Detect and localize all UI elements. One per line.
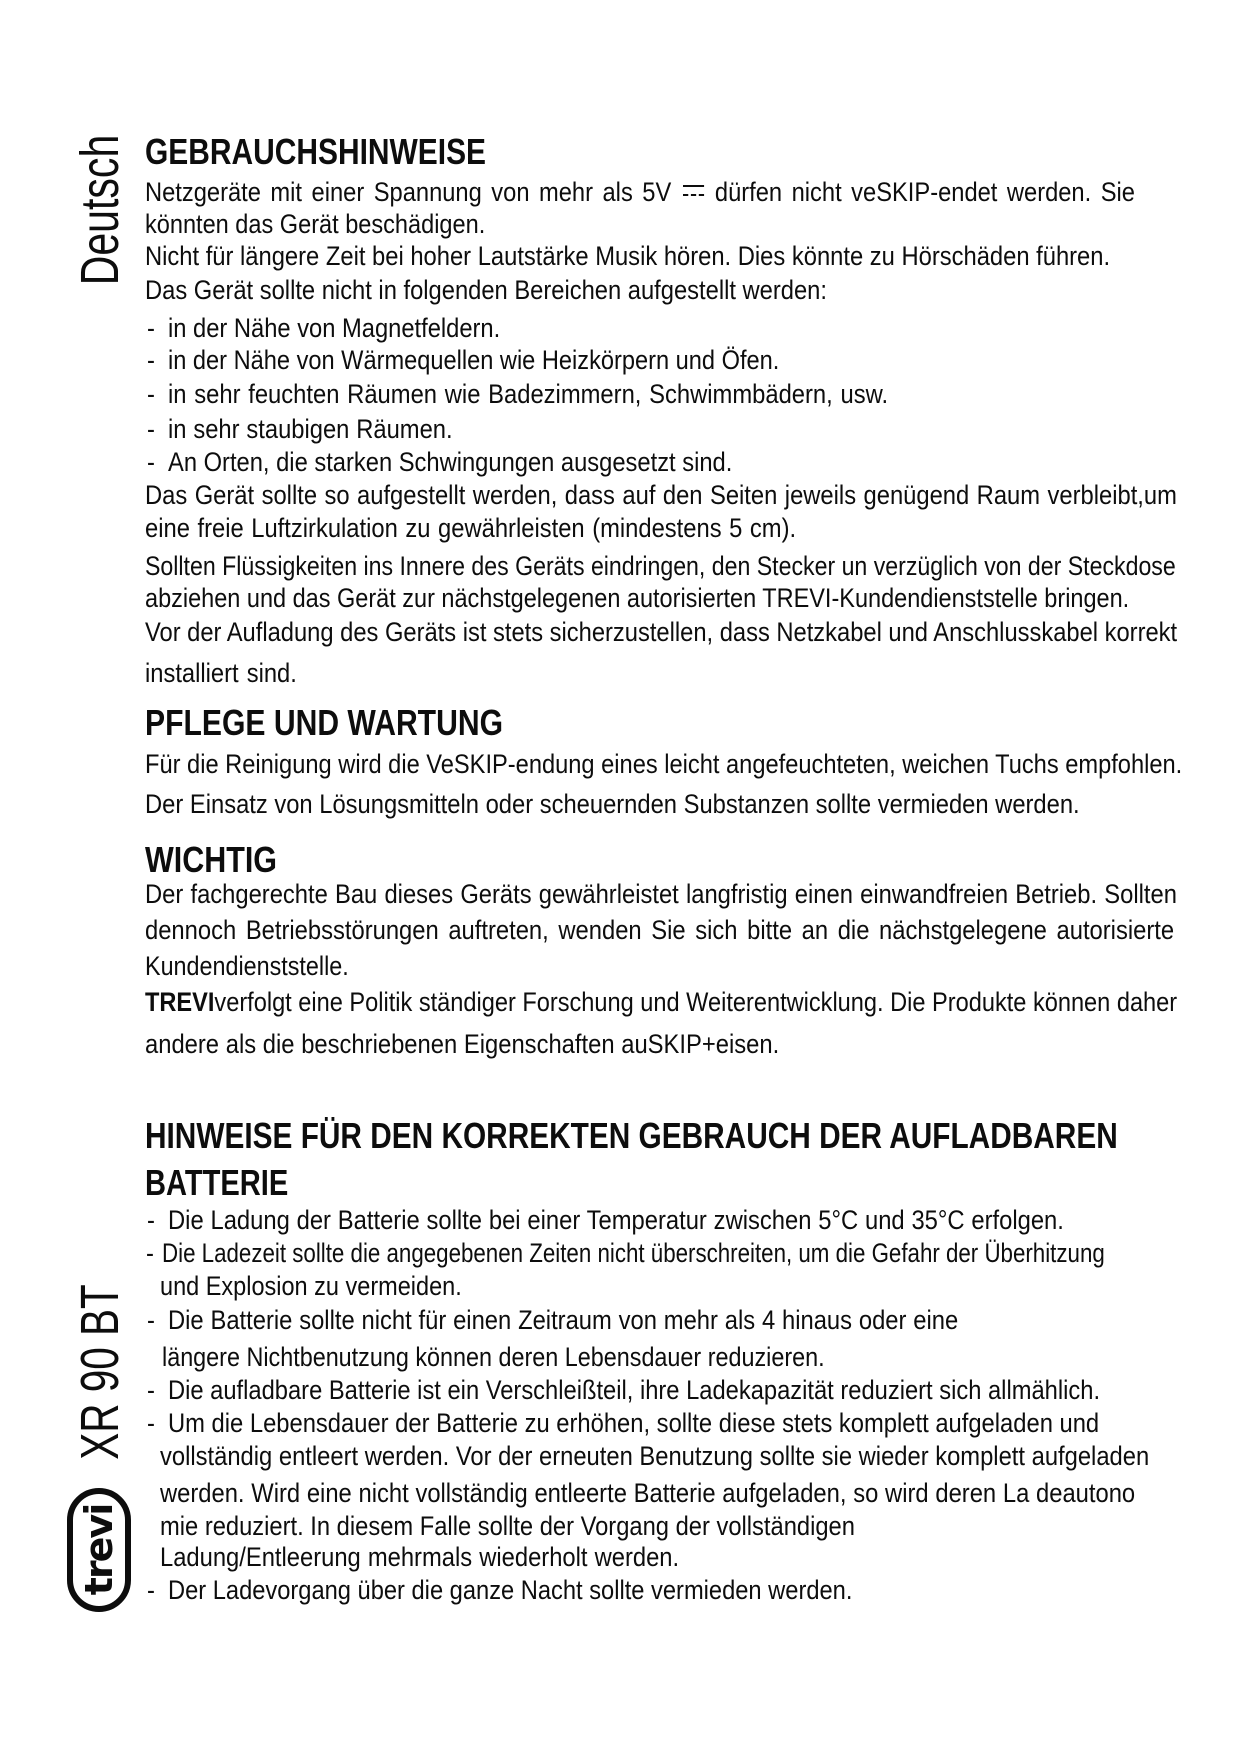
bullet-dash: - [147, 1305, 155, 1335]
text-line: abziehen und das Gerät zur nächstgelegenen autorisierten TREVI-Kundendienststelle bringen. [145, 583, 1130, 613]
bullet-text: in der Nähe von Wärmequellen wie Heizkörpern und Öfen. [168, 345, 780, 375]
section-title-care: PFLEGE UND WARTUNG [145, 702, 503, 743]
text-line: Sollten Flüssigkeiten ins Innere des Geräts eindringen, den Stecker un verzüglich von der Steckdose [145, 551, 1176, 581]
bullet-text: An Orten, die starken Schwingungen ausgesetzt sind. [168, 447, 733, 477]
bullet-text: Die Ladung der Batterie sollte bei einer Temperatur zwischen 5°C und 35°C erfolgen. [168, 1205, 1064, 1235]
bullet-dash: - [147, 1575, 155, 1605]
text-line [145, 986, 1177, 1018]
section-title-usage: GEBRAUCHSHINWEISE [145, 131, 487, 172]
bullet-dash: - [147, 379, 155, 409]
bullet-text: Die Batterie sollte nicht für einen Zeitraum von mehr als 4 hinaus oder eine [168, 1305, 959, 1335]
bullet-text: werden. Wird eine nicht vollständig entleerte Batterie aufgeladen, so wird deren La deautono [160, 1478, 1136, 1508]
section-title-important: WICHTIG [145, 839, 277, 880]
text-segment: verfolgt eine Politik ständiger Forschung und Weiterentwicklung. Die Produkte können daher [214, 987, 1178, 1017]
text-line: Für die Reinigung wird die VeSKIP-endung eines leicht angefeuchteten, weichen Tuchs empfohlen. [145, 749, 1183, 779]
bullet-text: in sehr feuchten Räumen wie Badezimmern, Schwimmbädern, usw. [168, 379, 889, 409]
text-line: installiert sind. [145, 658, 297, 688]
text-line: andere als die beschriebenen Eigenschaften auSKIP+eisen. [145, 1029, 780, 1059]
text-line: Kundendienststelle. [145, 951, 349, 981]
text-segment: Netzgeräte mit einer Spannung von mehr als 5V [145, 177, 672, 207]
bullet-text: Die aufladbare Batterie ist ein Verschleißteil, ihre Ladekapazität reduziert sich allmählich. [168, 1375, 1101, 1405]
text-segment: dürfen nicht veSKIP-endet werden. Sie [714, 177, 1135, 207]
bullet-dash: - [147, 1375, 155, 1405]
text-line: Der fachgerechte Bau dieses Geräts gewährleistet langfristig einen einwandfreien Betrieb. Sollten [145, 879, 1177, 909]
text-line [145, 176, 1135, 208]
text-line: Das Gerät sollte nicht in folgenden Bereichen aufgestellt werden: [145, 275, 827, 305]
bullet-dash: - [147, 447, 155, 477]
text-line: dennoch Betriebsstörungen auftreten, wenden Sie sich bitte an die nächstgelegene autorisierte [145, 915, 1175, 945]
model-label: XR 90 BT [70, 1284, 130, 1460]
text-line: Das Gerät sollte so aufgestellt werden, dass auf den Seiten jeweils genügend Raum verbleibt,um [145, 480, 1177, 510]
bullet-dash: - [146, 1238, 154, 1268]
bullet-text: und Explosion zu vermeiden. [160, 1271, 462, 1301]
bullet-text: Die Ladezeit sollte die angegebenen Zeiten nicht überschreiten, um die Gefahr der Überhitzung [162, 1238, 1105, 1268]
bullet-dash: - [147, 345, 155, 375]
bullet-text: in sehr staubigen Räumen. [168, 414, 453, 444]
bullet-dash: - [147, 1408, 155, 1438]
bullet-text: Ladung/Entleerung mehrmals wiederholt werden. [160, 1542, 680, 1572]
text-line: Der Einsatz von Lösungsmitteln oder scheuernden Substanzen sollte vermieden werden. [145, 789, 1080, 819]
trevi-logo [67, 1488, 131, 1612]
bullet-text: Der Ladevorgang über die ganze Nacht sollte vermieden werden. [168, 1575, 853, 1605]
text-line: könnten das Gerät beschädigen. [145, 209, 486, 239]
brand-name: TREVI [145, 987, 215, 1017]
section-title-battery: HINWEISE FÜR DEN KORREKTEN GEBRAUCH DER AUFLADBAREN [145, 1115, 1118, 1156]
bullet-text: mie reduziert. In diesem Falle sollte der Vorgang der vollständigen [160, 1511, 855, 1541]
bullet-text: Um die Lebensdauer der Batterie zu erhöhen, sollte diese stets komplett aufgeladen und [168, 1408, 1100, 1438]
bullet-text: längere Nichtbenutzung können deren Lebensdauer reduzieren. [162, 1342, 825, 1372]
bullet-dash: - [147, 414, 155, 444]
language-label: Deutsch [70, 134, 130, 286]
text-line: Nicht für längere Zeit bei hoher Lautstärke Musik hören. Dies könnte zu Hörschäden führen. [145, 241, 1111, 271]
logo-text: trevi [77, 1504, 121, 1596]
text-line: eine freie Luftzirkulation zu gewährleisten (mindestens 5 cm). [145, 513, 797, 543]
section-title-battery: BATTERIE [145, 1162, 289, 1203]
dc-symbol-icon [683, 185, 704, 196]
bullet-text: vollständig entleert werden. Vor der erneuten Benutzung sollte sie wieder komplett aufgeladen [160, 1441, 1150, 1471]
text-line: Vor der Aufladung des Geräts ist stets sicherzustellen, dass Netzkabel und Anschlusskabel korrekt [145, 617, 1178, 647]
bullet-dash: - [147, 1205, 155, 1235]
bullet-text: in der Nähe von Magnetfeldern. [168, 313, 501, 343]
bullet-dash: - [147, 313, 155, 343]
